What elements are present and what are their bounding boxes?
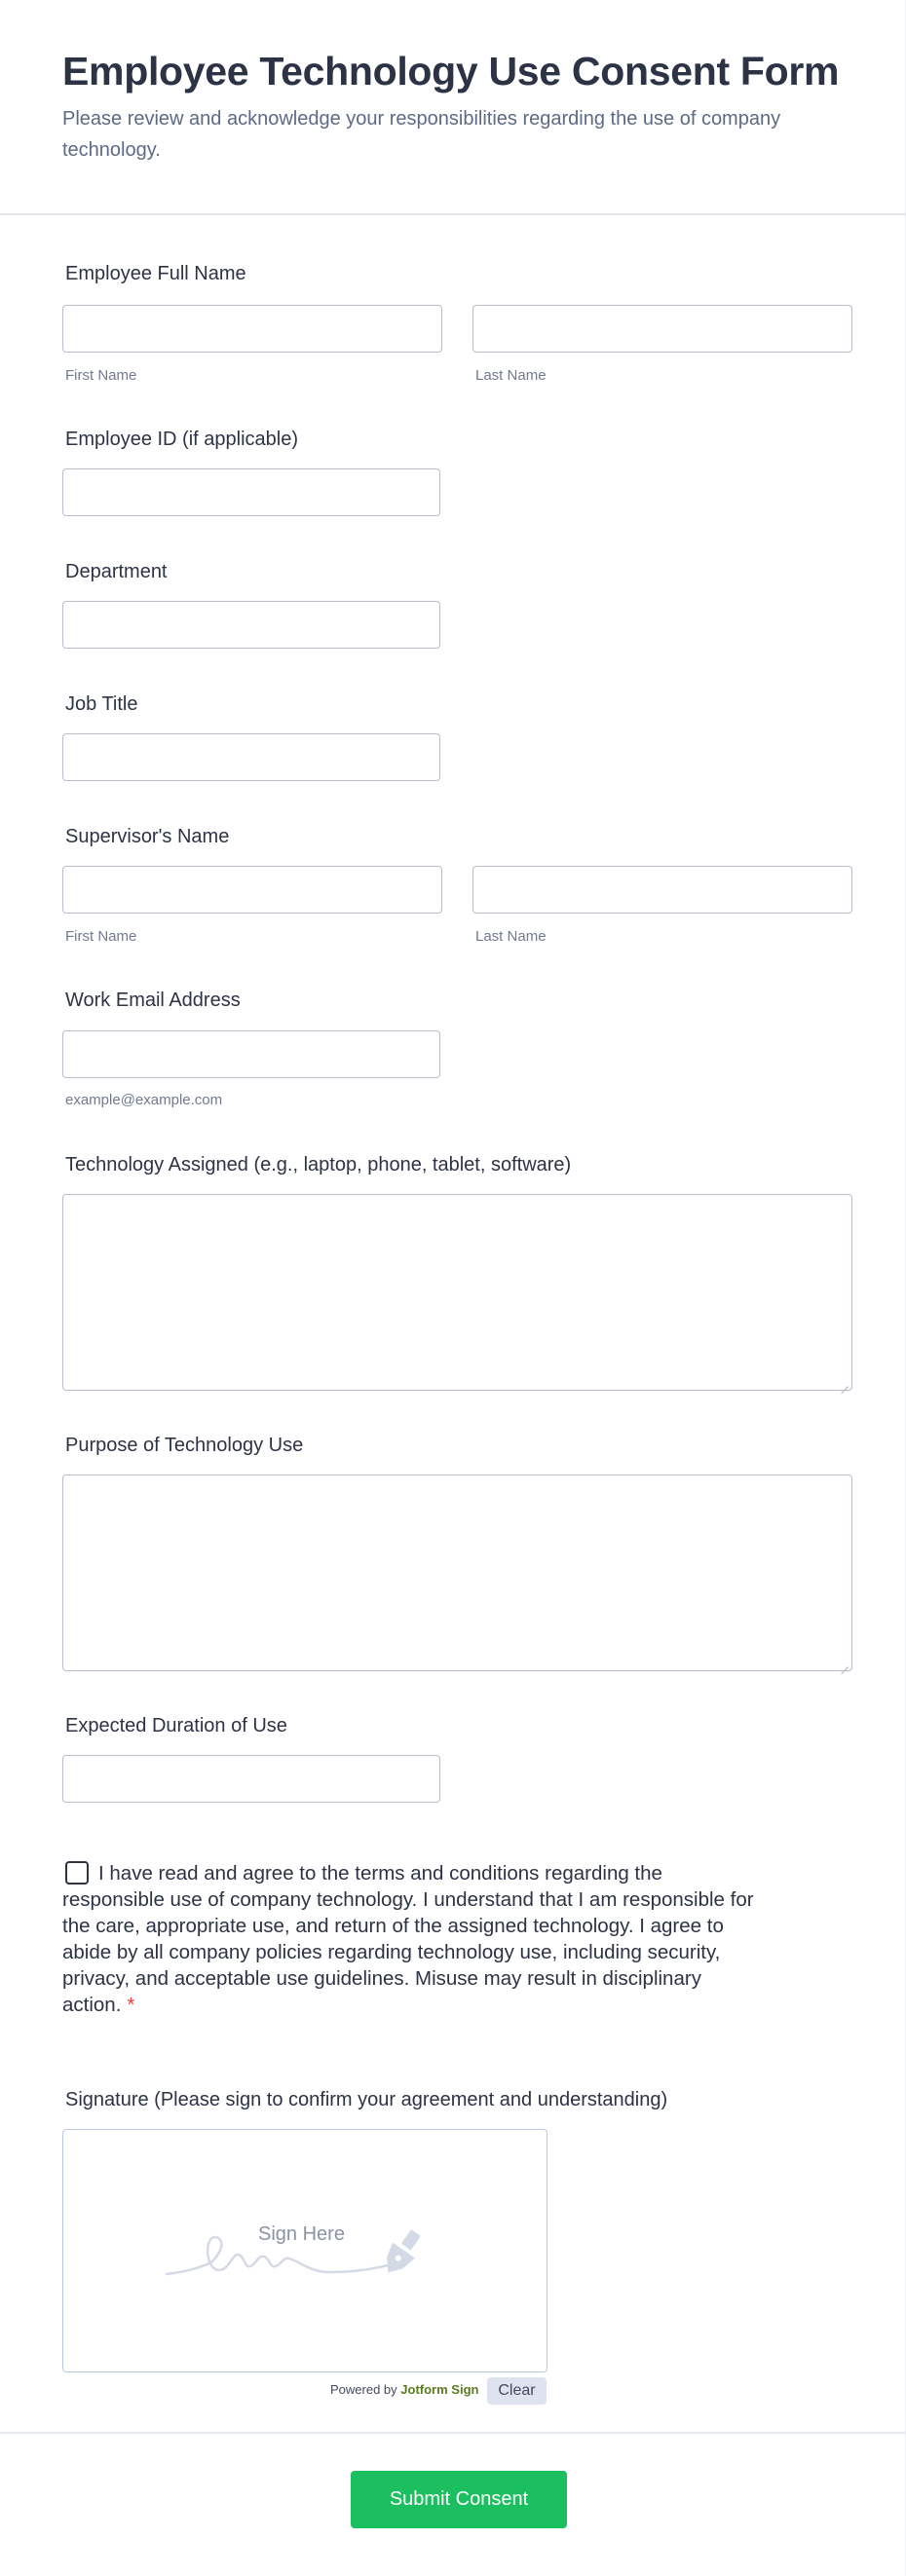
clear-signature-button[interactable]: Clear	[487, 2377, 547, 2405]
signature-label: Signature (Please sign to confirm your agreement and understanding)	[65, 2089, 668, 2110]
work-email-label: Work Email Address	[65, 989, 241, 1011]
work-email-input[interactable]	[62, 1030, 440, 1078]
job-title-label: Job Title	[65, 693, 138, 715]
employee-name-label: Employee Full Name	[65, 263, 246, 284]
resize-handle-icon[interactable]	[841, 1379, 849, 1387]
purpose-label: Purpose of Technology Use	[65, 1435, 304, 1456]
technology-assigned-label: Technology Assigned (e.g., laptop, phone, tablet, software)	[65, 1154, 572, 1176]
powered-by-prefix: Powered by	[330, 2382, 397, 2397]
employee-last-name-input[interactable]	[472, 305, 852, 353]
employee-first-name-sublabel: First Name	[65, 367, 137, 384]
supervisor-last-name-input[interactable]	[472, 866, 852, 914]
required-asterisk: *	[127, 1994, 135, 2016]
job-title-input[interactable]	[62, 733, 440, 781]
consent-field	[62, 1860, 764, 2018]
supervisor-name-label: Supervisor's Name	[65, 826, 230, 847]
jotform-sign-link[interactable]: Jotform Sign	[400, 2382, 479, 2397]
signature-pad[interactable]	[62, 2129, 547, 2372]
technology-assigned-textarea[interactable]	[62, 1194, 852, 1391]
employee-id-label: Employee ID (if applicable)	[65, 429, 298, 450]
pen-nib-icon	[377, 2224, 428, 2280]
consent-text: I have read and agree to the terms and conditions regarding the responsible use of company technology. I understand that I am responsible for the care, appropriate use, and return of the assigned technology. I agree to abide by all company policies regarding technology use, including security, privacy, and acceptable use guidelines. Misuse may result in disciplinary action.	[62, 1862, 754, 2016]
employee-id-input[interactable]	[62, 468, 440, 516]
department-input[interactable]	[62, 601, 440, 649]
form-header	[0, 0, 906, 215]
sign-here-placeholder: Sign Here	[258, 2223, 345, 2245]
duration-label: Expected Duration of Use	[65, 1715, 287, 1736]
powered-by-text	[330, 2382, 478, 2397]
department-label: Department	[65, 561, 168, 582]
signature-scribble-icon	[165, 2212, 437, 2280]
purpose-textarea[interactable]	[62, 1475, 852, 1671]
consent-checkbox[interactable]	[65, 1861, 89, 1885]
footer-divider	[0, 2432, 906, 2434]
submit-consent-button[interactable]: Submit Consent	[351, 2471, 567, 2528]
employee-last-name-sublabel: Last Name	[475, 367, 547, 384]
work-email-sublabel: example@example.com	[65, 1092, 223, 1108]
supervisor-first-name-sublabel: First Name	[65, 928, 137, 945]
supervisor-first-name-input[interactable]	[62, 866, 442, 914]
duration-input[interactable]	[62, 1755, 440, 1803]
page-subtitle: Please review and acknowledge your responsibilities regarding the use of company technology.	[62, 108, 781, 161]
supervisor-last-name-sublabel: Last Name	[475, 928, 547, 945]
resize-handle-icon[interactable]	[841, 1660, 849, 1667]
employee-first-name-input[interactable]	[62, 305, 442, 353]
page-title: Employee Technology Use Consent Form	[62, 49, 840, 93]
